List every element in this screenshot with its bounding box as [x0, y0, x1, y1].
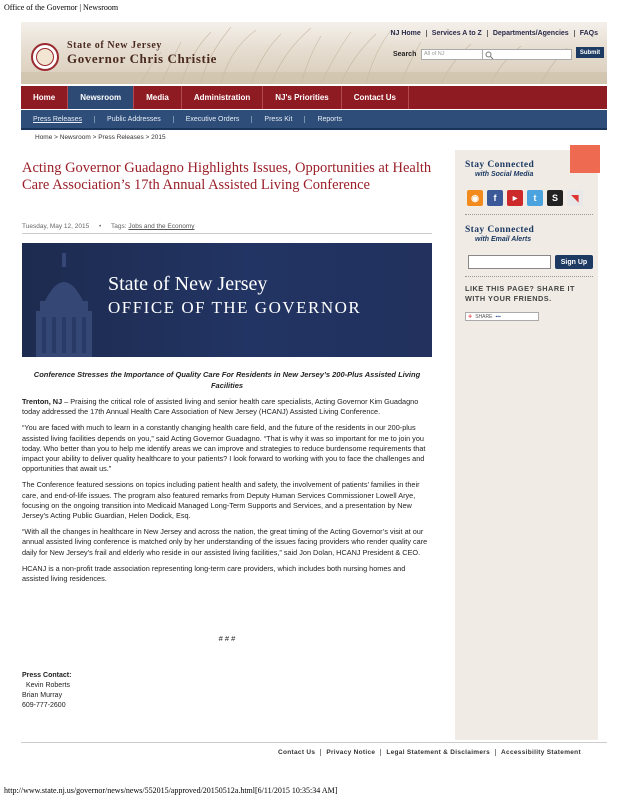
email-subtitle: with Email Alerts	[475, 236, 532, 243]
brand-state: State of New Jersey	[67, 40, 162, 51]
link-departments[interactable]: Departments/Agencies	[487, 30, 574, 37]
search-submit-button[interactable]: Submit	[576, 47, 604, 58]
utility-links	[385, 30, 603, 37]
footer-privacy[interactable]: Privacy Notice	[320, 749, 380, 756]
sidebar-divider-2	[465, 276, 593, 277]
footer-links	[273, 749, 586, 756]
paragraph-2: “You are faced with much to learn in a constantly changing health care field, and the future of the residents in our 200-plus assisted living facilities depends on you,” said Acting Governor Guadagno. “That is why it was so important for me to join you today. Who better than you to help me identify areas we can improve and strategies to reduce burdensome requirements that impact your ability to deliver quality healthcare to your patients? I look forward to working with you to face the challenges and opportunities that await us.”	[22, 423, 426, 474]
nav-media[interactable]: Media	[134, 86, 182, 109]
nj-seal-logo[interactable]	[31, 43, 59, 71]
article-date: Tuesday, May 12, 2015	[22, 223, 90, 230]
link-services[interactable]: Services A to Z	[426, 30, 487, 37]
share-title: LIKE THIS PAGE? SHARE IT WITH YOUR FRIENDS.	[465, 284, 575, 303]
sidebar-divider	[465, 214, 593, 215]
email-title: Stay Connected	[465, 225, 535, 235]
subnav-reports[interactable]: Reports	[317, 115, 342, 123]
subnav-press-kit[interactable]: Press Kit	[252, 116, 305, 123]
twitter-icon[interactable]: t	[527, 190, 543, 206]
tag-link[interactable]: Jobs and the Economy	[128, 223, 195, 230]
site-brand[interactable]	[67, 41, 217, 65]
dateline: Trenton, NJ	[22, 397, 63, 406]
social-icons	[467, 190, 583, 206]
banner-line-2: OFFICE OF THE GOVERNOR	[108, 298, 362, 317]
breadcrumb[interactable]: Home > Newsroom > Press Releases > 2015	[35, 134, 166, 141]
sidebar	[455, 150, 598, 740]
share-button[interactable]	[465, 312, 539, 321]
search-label: Search	[393, 51, 417, 58]
print-page-url: http://www.state.nj.us/governor/news/news/552015/approved/20150512a.html[6/11/2015 10:35:34 AM]	[4, 786, 338, 795]
search-scope-select[interactable]: All of NJ	[421, 49, 501, 60]
footer-divider	[21, 742, 607, 743]
footer-accessibility[interactable]: Accessibility Statement	[495, 749, 586, 756]
footer-legal[interactable]: Legal Statement & Disclaimers	[380, 749, 495, 756]
nav-priorities[interactable]: NJ's Priorities	[263, 86, 341, 109]
link-faqs[interactable]: FAQs	[574, 30, 603, 37]
brand-governor: Governor Chris Christie	[67, 50, 218, 66]
tags-label: Tags:	[111, 223, 127, 230]
share-plus-icon: ✚	[468, 313, 473, 320]
article-meta	[22, 223, 432, 234]
paragraph-3: The Conference featured sessions on topics including patient health and safety, the involvement of patients’ families in their care, and end-of-life issues. The program also featured remarks from Deputy Human Services Commissioner Lowell Arye, focusing on the ongoing transition into Medicaid Managed Long-Term Supports and Services, and a presentation by New Jersey’s Acting Public Guardian, Helen Dodick, Esq.	[22, 480, 420, 521]
footer-contact[interactable]: Contact Us	[278, 749, 316, 756]
paragraph-1-text: – Praising the critical role of assisted living and senior health care specialists, Acting Governor Kim Guadagno today addressed the 17th Annual Health Care Association of New Jersey (HCANJ) Assisted Living Conference.	[22, 397, 419, 417]
subnav-press-releases[interactable]: Press Releases	[21, 116, 95, 123]
press-contact-heading: Press Contact:	[22, 672, 72, 679]
social-subtitle: with Social Media	[475, 171, 534, 178]
nav-home[interactable]: Home	[21, 86, 68, 109]
nav-contact[interactable]: Contact Us	[342, 86, 409, 109]
paragraph-1	[22, 397, 432, 417]
subnav-executive-orders[interactable]: Executive Orders	[174, 116, 253, 123]
rss-icon[interactable]: ◉	[467, 190, 483, 206]
signup-button[interactable]: Sign Up	[555, 255, 593, 269]
main-nav	[21, 86, 607, 109]
link-nj-home[interactable]: NJ Home	[390, 30, 421, 37]
contact-name-1: Kevin Roberts	[26, 682, 70, 689]
scribd-icon[interactable]: S	[547, 190, 563, 206]
search-icon	[485, 51, 494, 60]
share-label: SHARE	[475, 313, 493, 320]
facebook-icon[interactable]: f	[487, 190, 503, 206]
flickr-icon[interactable]: ◥	[567, 190, 583, 206]
social-title: Stay Connected	[465, 160, 535, 170]
sub-nav	[21, 110, 607, 130]
paragraph-4: “With all the changes in healthcare in New Jersey and across the nation, the great timing of the Acting Governor’s visit at our annual assisted living conference is matched only by her understanding of the issues facing providers who render quality care daily for New Jersey’s frail and elderly who reside in our assisted living facilities,” said Jon Dolan, HCANJ President & CEO.	[22, 527, 428, 557]
contact-phone: 609-777-2600	[22, 702, 66, 709]
office-banner	[22, 243, 432, 357]
article-subhead: Conference Stresses the Importance of Quality Care For Residents in New Jersey’s 200-Plus Assisted Living Facilities	[33, 370, 421, 390]
press-contact	[22, 671, 71, 711]
banner-text	[108, 273, 361, 318]
paragraph-5: HCANJ is a non-profit trade association representing long-term care providers, which includes both nursing homes and assisted living residences.	[22, 563, 406, 584]
search-input[interactable]	[482, 49, 572, 60]
share-service-icons: ▪▪▪	[495, 313, 501, 320]
banner-line-1: State of New Jersey	[108, 273, 268, 295]
site-header	[21, 22, 607, 84]
print-page-title: Office of the Governor | Newsroom	[4, 3, 119, 12]
email-input[interactable]	[468, 255, 551, 269]
meta-bullet: •	[99, 223, 102, 230]
end-mark: # # #	[218, 634, 236, 643]
subnav-public-addresses[interactable]: Public Addresses	[95, 116, 174, 123]
article-body	[22, 397, 432, 590]
nav-administration[interactable]: Administration	[182, 86, 263, 109]
nav-newsroom[interactable]: Newsroom	[68, 86, 134, 109]
article-title: Acting Governor Guadagno Highlights Issues, Opportunities at Health Care Association’s 17th Annual Assisted Living Conference	[22, 160, 432, 193]
youtube-icon[interactable]: ▶	[507, 190, 523, 206]
contact-name-2: Brian Murray	[22, 692, 63, 699]
sidebar-corner-accent	[570, 145, 600, 173]
